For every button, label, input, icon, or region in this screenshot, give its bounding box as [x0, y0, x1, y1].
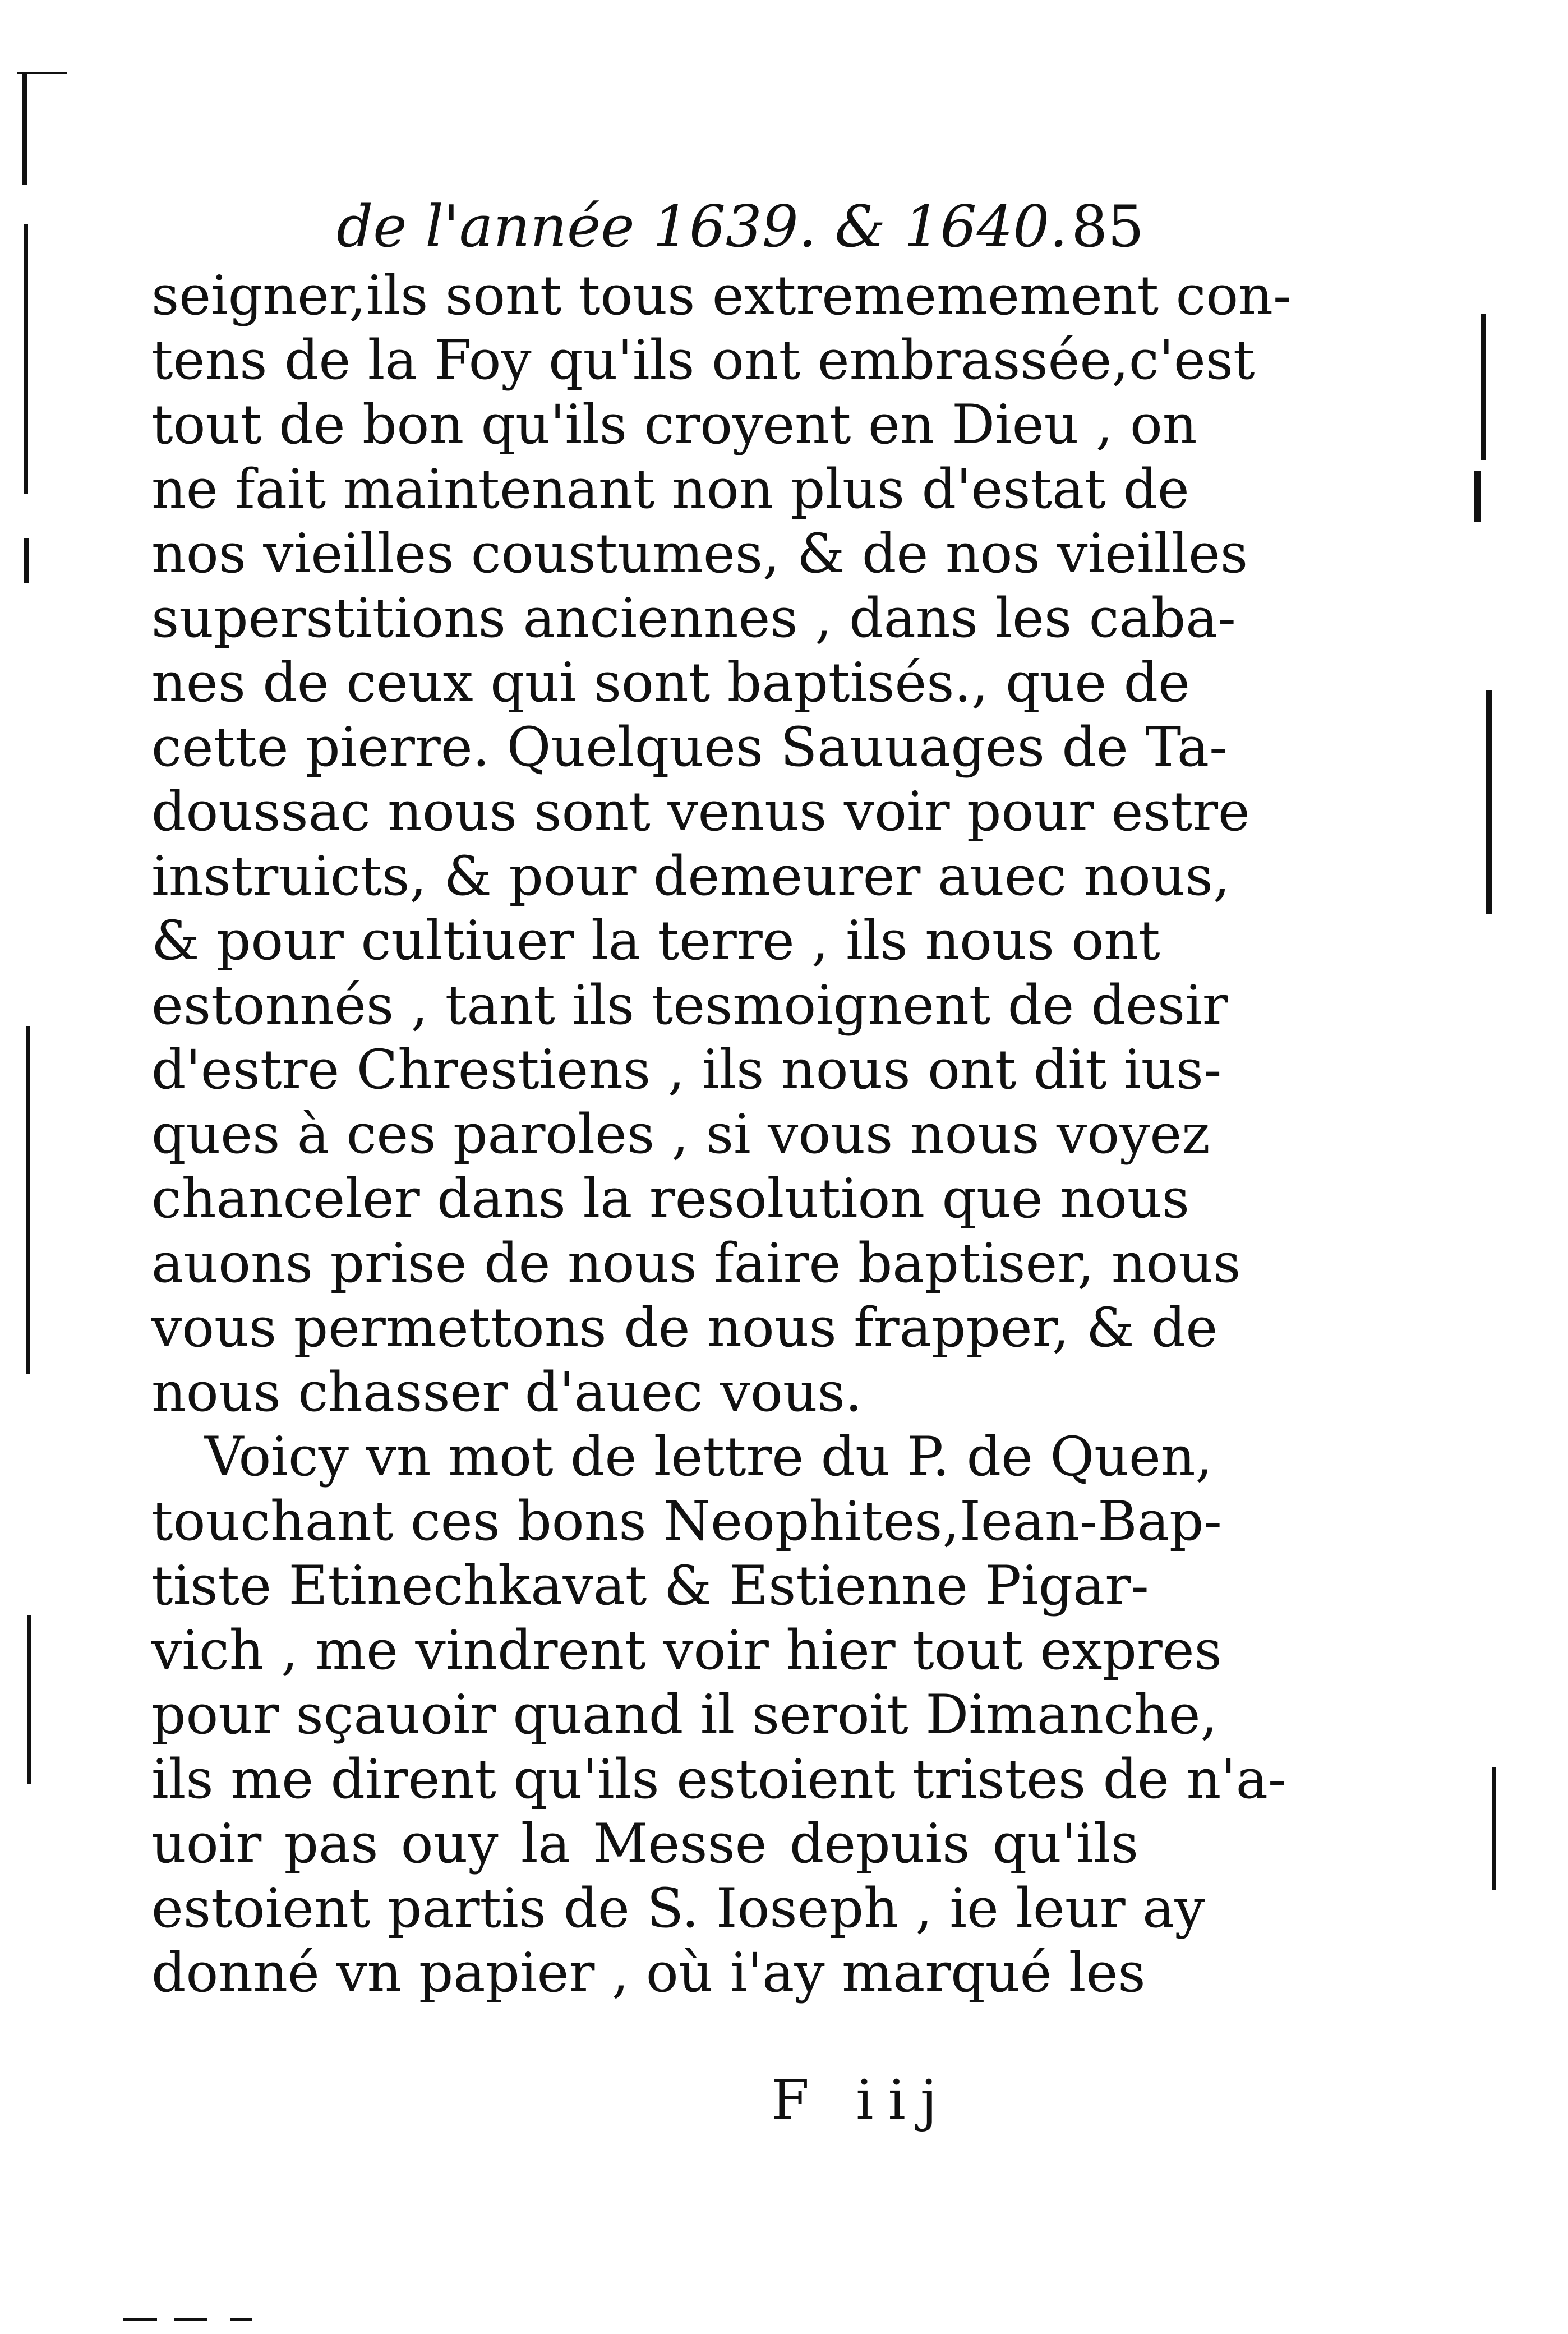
- scan-bottom-dash: [174, 2318, 207, 2321]
- scan-right-bar: [1492, 1767, 1496, 1890]
- scan-left-bar: [27, 1615, 31, 1784]
- text-line: ne fait maintenant non plus d'estat de: [151, 458, 1189, 521]
- scan-left-bar: [26, 1026, 30, 1374]
- text-line: superstitions anciennes , dans les caba-: [151, 587, 1236, 650]
- text-line: ils me dirent qu'ils estoient tristes de n'a-: [151, 1748, 1286, 1811]
- text-line: tout de bon qu'ils croyent en Dieu , on: [151, 393, 1197, 456]
- text-line: nes de ceux qui sont baptisés., que de: [151, 651, 1190, 714]
- text-line: nos vieilles coustumes, & de nos vieilles: [151, 522, 1248, 585]
- scan-right-bar: [1486, 690, 1492, 914]
- text-line: nous chasser d'auec vous.: [151, 1361, 863, 1424]
- text-line: d'estre Chrestiens , ils nous ont dit ius-: [151, 1038, 1222, 1101]
- text-line: cette pierre. Quelques Sauuages de Ta-: [151, 716, 1228, 779]
- text-line: uoir pas ouy la Messe depuis qu'ils: [151, 1812, 1138, 1875]
- text-line: seigner,ils sont tous extrememement con-: [151, 264, 1292, 327]
- text-line: tens de la Foy qu'ils ont embrassée,c'est: [151, 329, 1255, 392]
- text-line: instruicts, & pour demeurer auec nous,: [151, 845, 1230, 908]
- scan-bottom-dash: [230, 2318, 252, 2321]
- text-line: auons prise de nous faire baptiser, nous: [151, 1232, 1241, 1295]
- text-line: tiste Etinechkavat & Estienne Pigar-: [151, 1554, 1149, 1617]
- text-line: donné vn papier , où i'ay marqué les: [151, 1941, 1146, 2004]
- scan-right-bar: [1474, 471, 1481, 522]
- text-line: vich , me vindrent voir hier tout expres: [151, 1619, 1222, 1682]
- scan-right-bar: [1481, 314, 1486, 460]
- page-header: [325, 185, 1144, 269]
- text-line: pour sçauoir quand il seroit Dimanche,: [151, 1683, 1217, 1746]
- running-head: de l'année 1639. & 1640.: [336, 194, 1068, 260]
- text-line: vous permettons de nous frapper, & de: [151, 1296, 1218, 1359]
- text-line: chanceler dans la resolution que nous: [151, 1167, 1189, 1230]
- text-line: estoient partis de S. Ioseph , ie leur ay: [151, 1877, 1205, 1940]
- scan-left-bar: [24, 538, 29, 583]
- text-line: Voicy vn mot de lettre du P. de Quen,: [205, 1425, 1213, 1488]
- text-line: doussac nous sont venus voir pour estre: [151, 780, 1250, 843]
- main-text: [151, 264, 1292, 2005]
- page-number: 85: [1071, 194, 1144, 260]
- scan-bottom-dash: [123, 2318, 157, 2321]
- text-line: ques à ces paroles , si vous nous voyez: [151, 1103, 1210, 1166]
- text-line: estonnés , tant ils tesmoignent de desir: [151, 974, 1228, 1037]
- text-line: & pour cultiuer la terre , ils nous ont: [151, 909, 1160, 972]
- signature-mark: F iij: [771, 2069, 952, 2133]
- text-line: touchant ces bons Neophites,Iean-Bap-: [151, 1490, 1222, 1553]
- scan-left-bar: [24, 224, 28, 494]
- scan-left-bar: [22, 73, 27, 185]
